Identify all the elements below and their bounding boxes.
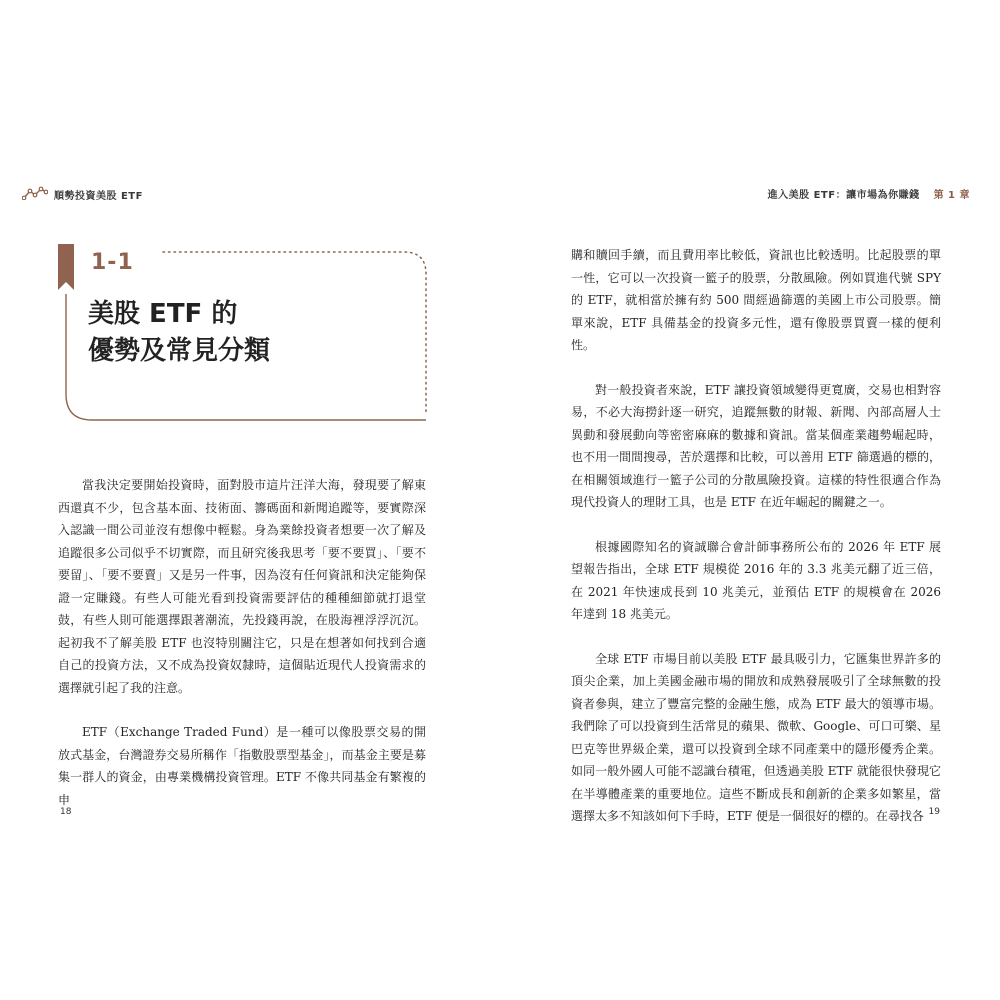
book-title: 順勢投資美股 ETF: [54, 191, 143, 202]
bookmark-ribbon-icon: [58, 244, 74, 282]
paragraph: 根據國際知名的資誠聯合會計師事務所公布的 2026 年 ETF 展望報告指出，全球 ETF 規模從 2016 年的 3.3 兆美元翻了近三倍，在 2021 年快速成長到 10 兆美元，並預估 ETF 的規模會在 2026 年達到 18 兆美元。: [571, 539, 941, 621]
paragraph: 當我決定要開始投資時，面對股市這片汪洋大海，發現要了解東西還真不少，包含基本面、技術面、籌碼面和新聞追蹤等，要實際深入認識一間公司並沒有想像中輕鬆。身為業餘投資者想要一次了解及追蹤很多公司似乎不切實際，而且研究後我思考「要不要買」、「要不要留」、「要不要賣」又是另一件事，因為沒有任何資訊和決定能夠保證一定賺錢。有些人可能光看到投資需要評估的種種細節就打退堂鼓，有些人則可能選擇跟著潮流，先投錢再說，在股海裡浮浮沉沉。起初我不了解美股 ETF 也沒特別關注它，只是在想著如何找到合適自己的投資方法，又不成為投資奴隸時，這個貼近現代人投資需求的選擇就引起了我的注意。: [58, 478, 426, 695]
section-title: [88, 296, 270, 370]
page-number-left: 18: [60, 807, 72, 817]
right-page-body: [571, 244, 941, 828]
chapter-number: 第 1 章: [933, 190, 970, 201]
paragraph: ETF（Exchange Traded Fund）是一種可以像股票交易的開放式基金，台灣證券交易所稱作「指數股票型基金」，而基金主要是募集一群人的資金，由專業機構投資管理。ETF 不像共同基金有繁複的申: [58, 725, 426, 807]
page-number-right: 19: [928, 807, 940, 817]
section-title-line1: 美股 ETF 的: [88, 299, 238, 329]
chapter-title: 進入美股 ETF：讓市場為你賺錢: [767, 190, 920, 201]
trend-line-icon: [22, 186, 48, 203]
section-number: 1-1: [91, 250, 134, 275]
paragraph: 購和贖回手續，而且費用率比較低，資訊也比較透明。比起股票的單一性，它可以一次投資一籃子的股票，分散風險。例如買進代號 SPY 的 ETF，就相當於擁有約 500 間經過篩選的美國上市公司股票。簡單來說，ETF 具備基金的投資多元性，還有像股票買賣一樣的便利性。: [571, 248, 941, 352]
section-heading: [58, 244, 430, 422]
section-title-line2: 優勢及常見分類: [88, 336, 271, 366]
running-header-left: [22, 186, 143, 203]
paragraph: 對一般投資者來說，ETF 讓投資領域變得更寬廣，交易也相對容易，不必大海撈針逐一研究，追蹤無數的財報、新聞、內部高層人士異動和發展動向等密密麻麻的數據和資訊。當某個產業趨勢崛起時，也不用一間間搜尋，苦於選擇和比較，可以善用 ETF 篩選過的標的，在相關領域進行一籃子公司的分散風險投資。這樣的特性很適合作為現代投資人的理財工具，也是 ETF 在近年崛起的關鍵之一。: [571, 382, 941, 509]
paragraph: 全球 ETF 市場目前以美股 ETF 最具吸引力，它匯集世界許多的頂尖企業，加上美國金融市場的開放和成熟發展吸引了全球無數的投資者參與，建立了豐富完整的金融生態，成為 ETF 最大的領導市場。我們除了可以投資到生活常見的蘋果、微軟、Google、可口可樂、星巴克等世界級企業，還可以投資到全球不同產業中的隱形優秀企業。如同一般外國人可能不認識台積電，但透過美股 ETF 就能很快發現它在半導體產業的重要地位。這些不斷成長和創新的企業多如繁星，當選擇太多不知該如何下手時，ETF 便是一個很好的標的。在尋找各: [571, 651, 941, 823]
left-page-body: [58, 474, 426, 811]
running-header-right: [768, 186, 970, 201]
